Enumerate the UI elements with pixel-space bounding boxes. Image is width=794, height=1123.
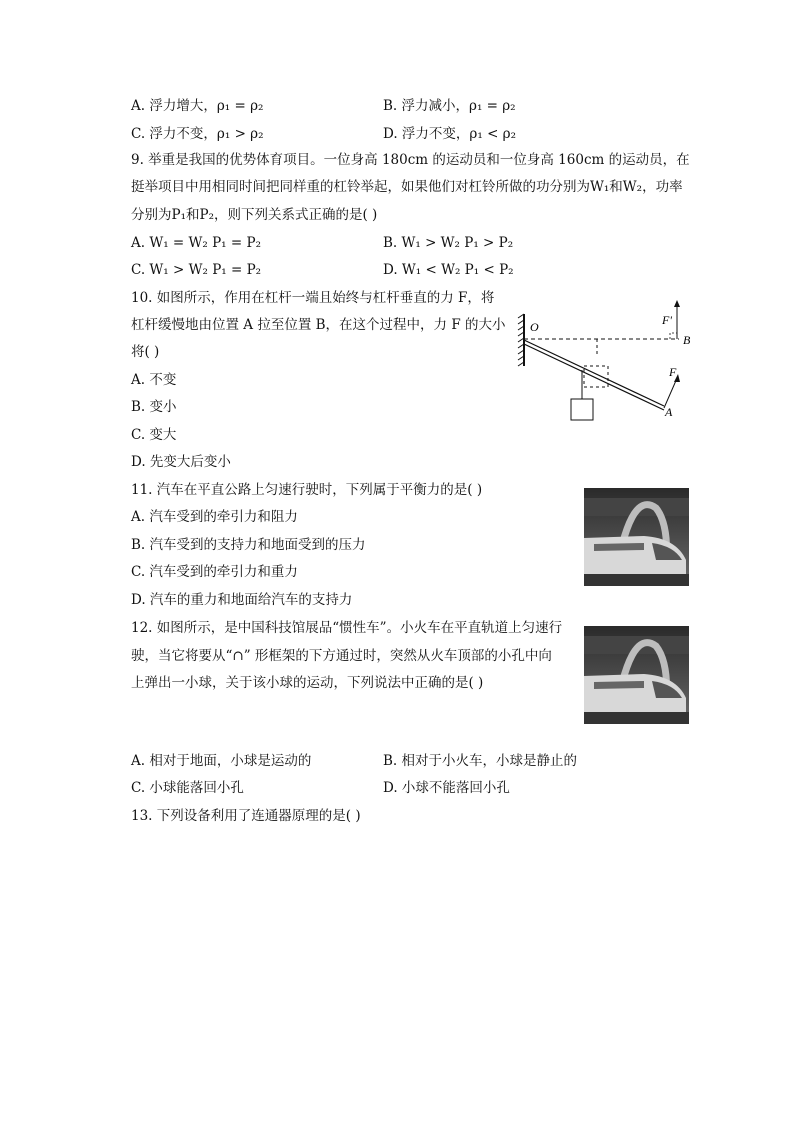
q12-stem-line-1: 12. 如图所示，是中国科技馆展品“惯性车”。小火车在平直轨道上匀速行	[131, 620, 563, 636]
q9-option-b: B. W₁ > W₂ P₁ > P₂	[383, 235, 514, 251]
q12-option-d: D. 小球不能落回小孔	[383, 780, 510, 796]
lever-diagram	[514, 296, 699, 426]
q12-option-a: A. 相对于地面，小球是运动的	[131, 753, 312, 769]
lever-bar-top	[524, 340, 664, 406]
right-angle-mark-b	[670, 333, 677, 339]
label-o: O	[530, 320, 539, 334]
q12-stem-line-2: 驶，当它将要从“∩” 形框架的下方通过时，突然从火车顶部的小孔中向	[131, 648, 552, 664]
q9-option-c: C. W₁ > W₂ P₁ = P₂	[131, 262, 262, 278]
label-a: A	[665, 405, 673, 419]
q11-option-d: D. 汽车的重力和地面给汽车的支持力	[131, 592, 353, 608]
q10-option-a: A. 不变	[131, 372, 177, 388]
q12-option-c: C. 小球能落回小孔	[131, 780, 244, 796]
label-f-prime: F'	[662, 313, 672, 327]
force-fprime-arrowhead	[674, 300, 680, 307]
q13-stem-line-1: 13. 下列设备利用了连通器原理的是( )	[131, 808, 361, 824]
label-b: B	[683, 333, 691, 347]
train-photo-2	[584, 626, 689, 724]
q10-stem-line-2: 杠杆缓慢地由位置 A 拉至位置 B，在这个过程中，力 F 的大小	[131, 317, 506, 333]
q10-stem-line-3: 将( )	[131, 344, 160, 360]
q12-option-b: B. 相对于小火车，小球是静止的	[383, 753, 578, 769]
q10-option-c: C. 变大	[131, 427, 177, 443]
weight-block	[571, 399, 593, 420]
label-f: F	[669, 365, 677, 379]
q9-option-d: D. W₁ < W₂ P₁ < P₂	[383, 262, 514, 278]
q9-stem-line-2: 挺举项目中用相同时间把同样重的杠铃举起，如果他们对杠铃所做的功分别为W₁和W₂，功率	[131, 179, 683, 195]
dashed-box	[584, 366, 608, 387]
q11-option-a: A. 汽车受到的牵引力和阻力	[131, 509, 298, 525]
q11-stem-line-1: 11. 汽车在平直公路上匀速行驶时，下列属于平衡力的是( )	[131, 482, 483, 498]
q11-option-c: C. 汽车受到的牵引力和重力	[131, 564, 298, 580]
q9-option-a: A. W₁ = W₂ P₁ = P₂	[131, 235, 261, 251]
q8-option-a: A. 浮力增大，ρ₁ = ρ₂	[131, 98, 264, 114]
q10-stem-line-1: 10. 如图所示，作用在杠杆一端且始终与杠杆垂直的力 F，将	[131, 290, 495, 306]
q10-option-b: B. 变小	[131, 399, 177, 415]
lever-bar-bottom	[524, 344, 664, 410]
q8-option-c: C. 浮力不变，ρ₁ > ρ₂	[131, 126, 264, 142]
q9-stem-line-1: 9. 举重是我国的优势体育项目。一位身高 180cm 的运动员和一位身高 160cm 的运动员，在	[131, 152, 690, 168]
train-photo-1	[584, 488, 689, 586]
q12-stem-line-3: 上弹出一小球，关于该小球的运动，下列说法中正确的是( )	[131, 675, 484, 691]
q9-stem-line-3: 分别为P₁和P₂，则下列关系式正确的是( )	[131, 207, 378, 223]
q8-option-d: D. 浮力不变，ρ₁ < ρ₂	[383, 126, 517, 142]
q10-option-d: D. 先变大后变小	[131, 454, 231, 470]
q8-option-b: B. 浮力减小，ρ₁ = ρ₂	[383, 98, 516, 114]
q11-option-b: B. 汽车受到的支持力和地面受到的压力	[131, 537, 366, 553]
